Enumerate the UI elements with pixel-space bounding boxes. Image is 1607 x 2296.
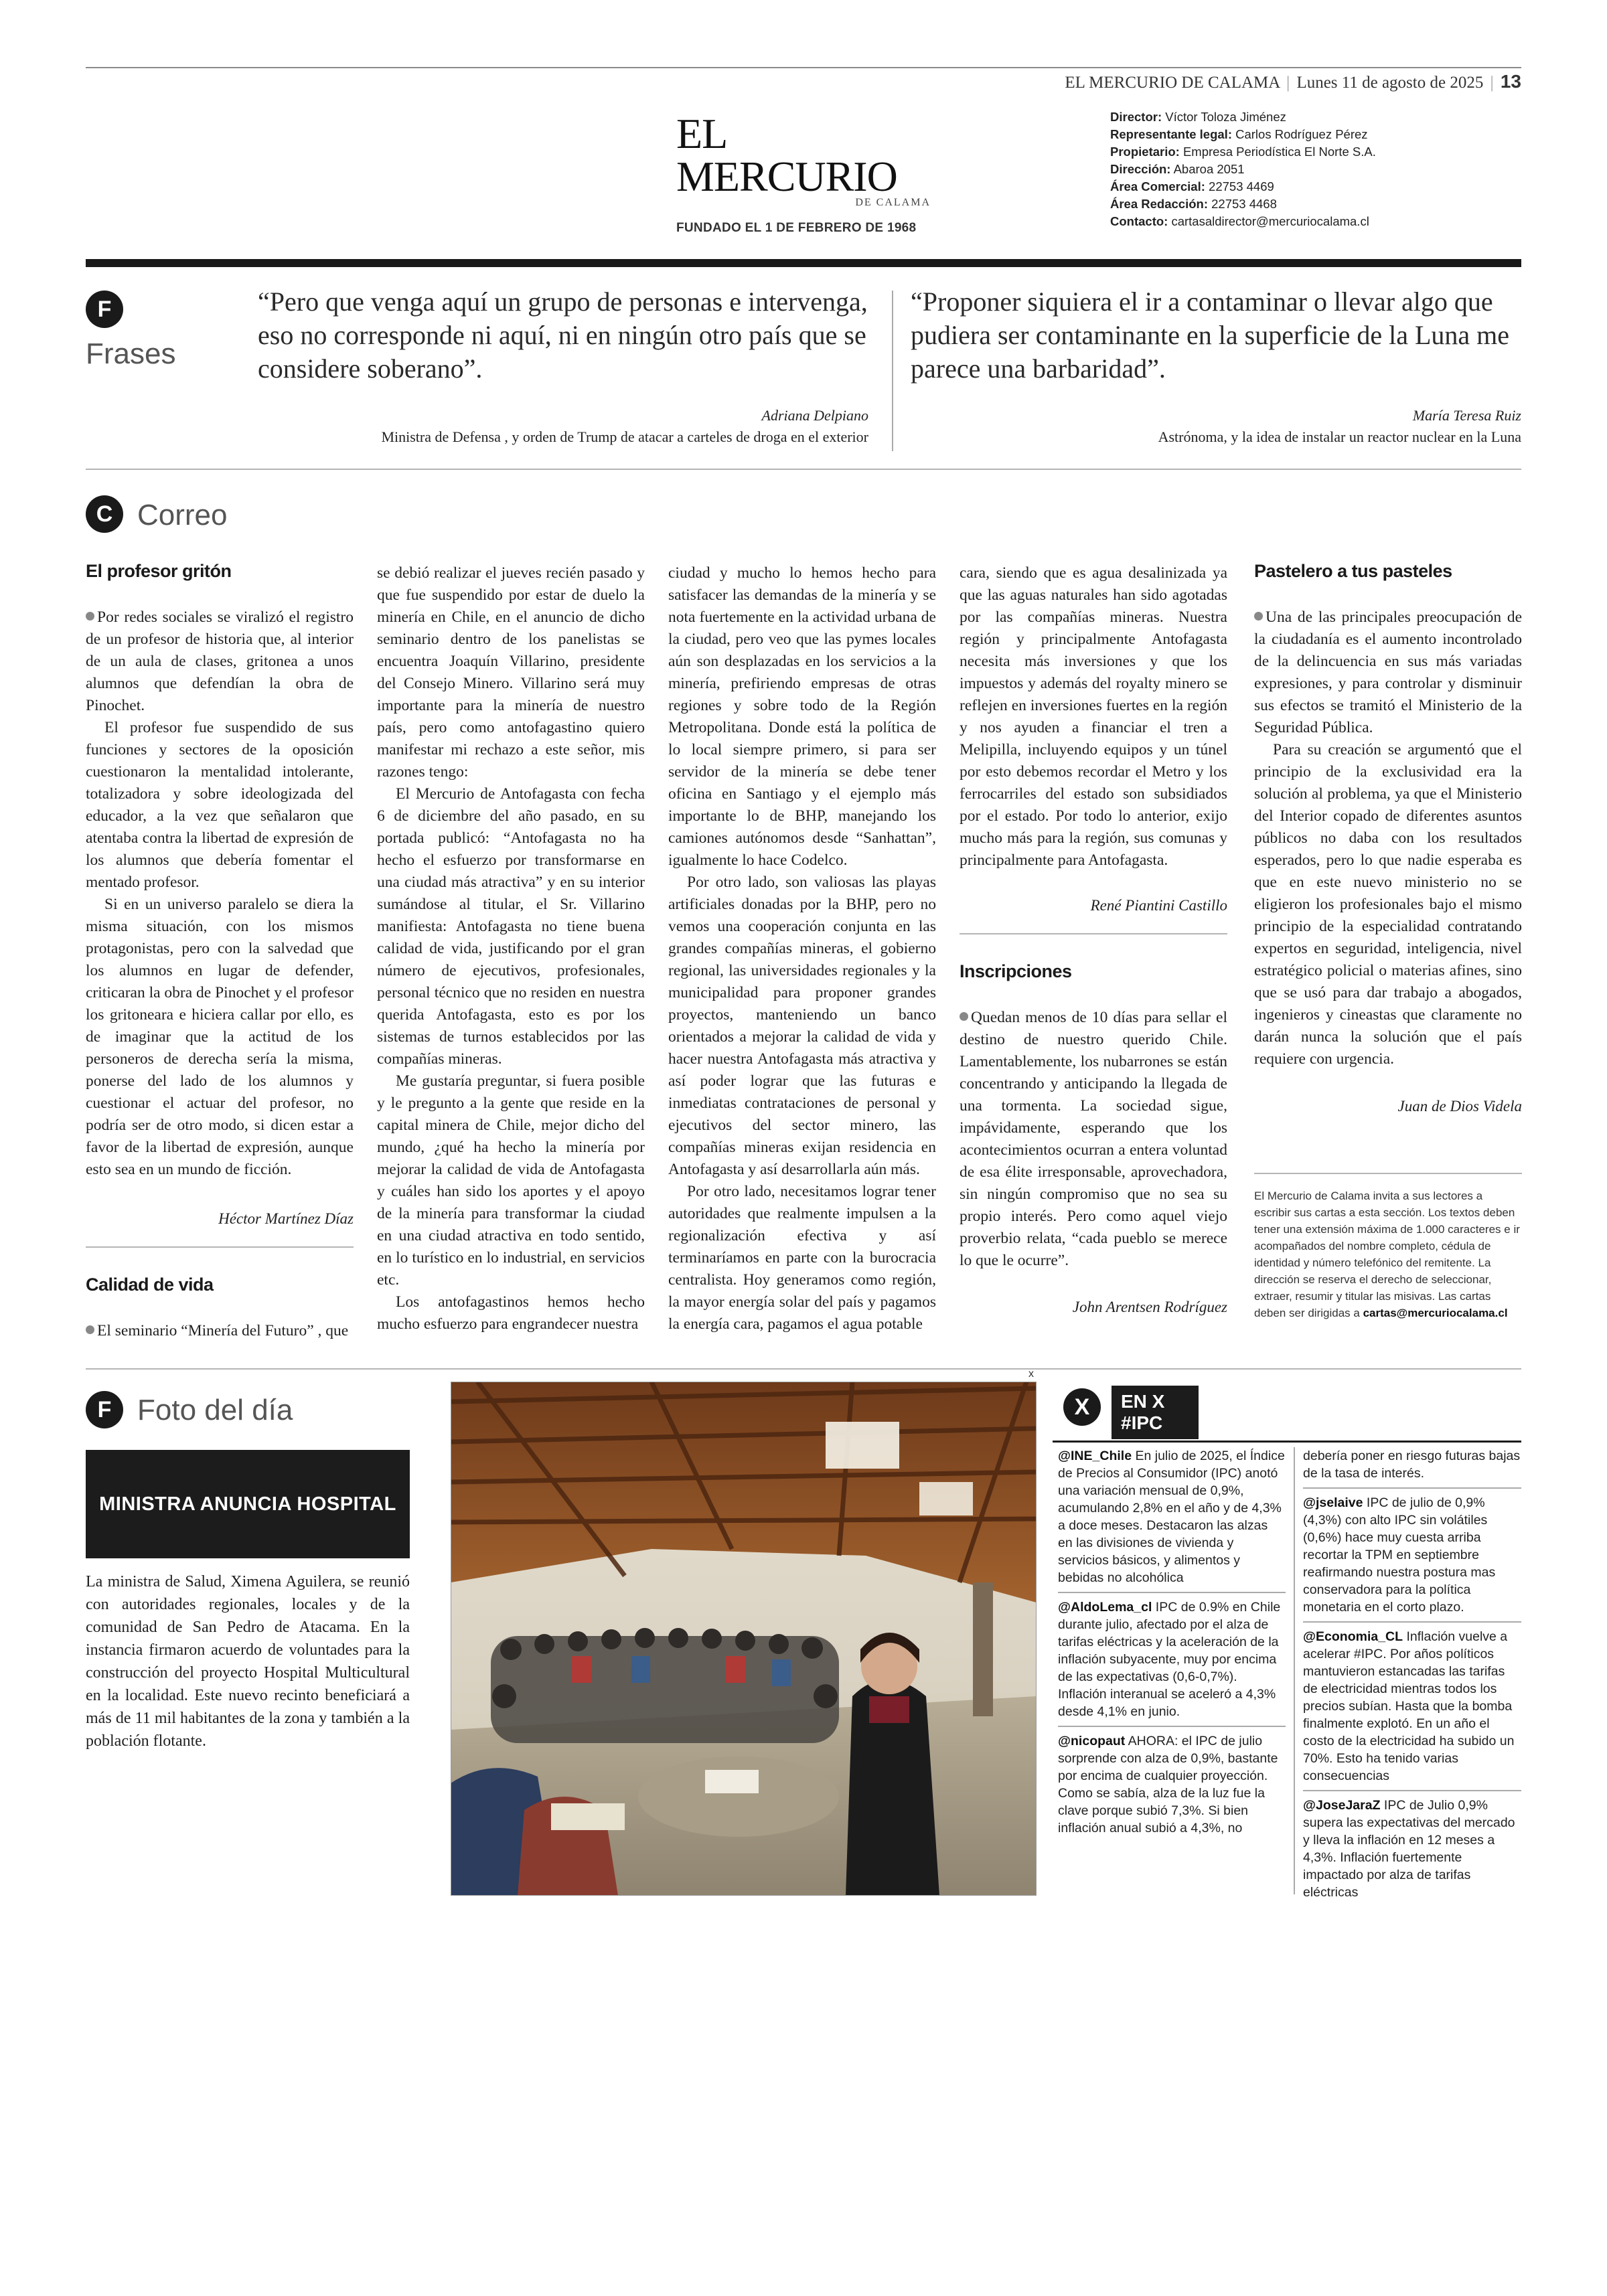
page-number: 13 xyxy=(1500,71,1521,92)
correo-title: Correo xyxy=(137,499,228,531)
bullet-icon xyxy=(86,1325,94,1334)
quote-2: “Proponer siquiera el ir a contaminar o llevar algo que pudiera ser contaminante en la superficie de la Luna me parece una barbaridad”. xyxy=(911,286,1510,384)
paragraph: Para su creación se argumentó que el principio de la exclusividad era la solución al problema, ya que el Ministerio del Interior copado de diferentes asuntos públicos no daba con los resultados esperados, pero lo que nadie esperaba es que en este nuevo ministerio no se eligieron los profesionales bajo el mismo principio de la especialidad contratando expertos en seguridad, inteligencia, nivel estratégico policial o materias afines, sino que se usó para dar trabajo a abogados, ingenieros y cineastas que claramente no darán nunca la solución que el país requiere con urgencia. xyxy=(1254,741,1522,1068)
foto-headline-box: MINISTRA ANUNCIA HOSPITAL xyxy=(86,1450,410,1558)
paragraph: El seminario “Minería del Futuro” , que xyxy=(86,1320,354,1342)
quote-2-role: Astrónoma, y la idea de instalar un reactor nuclear en la Luna xyxy=(1158,428,1521,445)
tweet-continued: debería poner en riesgo futuras bajas de la tasa de interés. xyxy=(1303,1447,1521,1489)
tweet: @JoseJaraZ IPC de Julio 0,9% supera las expectativas del mercado y lleva la inflación en 12 meses a 4,3%. Inflación fuertemente impactado por alza de tarifas eléctricas xyxy=(1303,1798,1515,1900)
masthead-name: EL MERCURIO xyxy=(676,110,897,200)
folio-paper: EL MERCURIO DE CALAMA xyxy=(1065,74,1280,92)
staff-line: Dirección: Abaroa 2051 xyxy=(1110,162,1245,176)
frases-title: Frases xyxy=(86,337,176,370)
quote-2-author: María Teresa Ruiz xyxy=(1412,407,1521,424)
tweets-divider xyxy=(1294,1447,1295,1894)
letter2-signature: René Piantini Castillo xyxy=(1090,897,1227,914)
paragraph: ciudad y mucho lo hemos hecho para satisfacer las demandas de la minería y se nota fuertemente en la actividad urbana de la ciudad, pero veo que las pymes locales aún son desplazadas en los servicios a la minería, prefiriendo empresas de otras regiones y sobre todo de la Región Metropolitana. Donde está la política de lo local siempre primero, si para ser servidor de la minería se debe tener oficina en Santiago y el ejemplo más importante lo de BHP, manejando los camiones autónomos desde “Sanhattan”, igualmente lo hace Codelco. xyxy=(668,564,936,869)
tweet-handle[interactable]: @INE_Chile xyxy=(1058,1449,1132,1463)
meeting-photo xyxy=(451,1382,1037,1896)
letter1-body xyxy=(86,606,354,1181)
section-rule xyxy=(86,259,1521,267)
foto-caption: La ministra de Salud, Ximena Aguilera, se reunió con autoridades regionales, locales y de la comunidad de San Pedro de Atacama. En la instancia firmaron acuerdo de voluntades para la construcción del proyecto Hospital Multicultural en la localidad. Este nuevo recinto beneficiará a más de 11 mil habitantes de la zona y también a la población flotante. xyxy=(86,1573,410,1750)
bullet-icon xyxy=(1254,612,1263,621)
staff-line: Representante legal: Carlos Rodríguez Pérez xyxy=(1110,127,1368,141)
letter2-col3 xyxy=(668,562,936,1335)
folio: EL MERCURIO DE CALAMA | Lunes 11 de agosto de 2025 | 13 xyxy=(1065,71,1521,92)
letters-email[interactable]: cartas@mercuriocalama.cl xyxy=(1363,1307,1508,1319)
quote-divider xyxy=(892,291,893,451)
paragraph: Me gustaría preguntar, si fuera posible y le pregunto a la gente que reside en la capital minera de Chile, mejor dicho del mundo, ¿qué ha hecho la minería por mejorar la calidad de vida de Antofagasta y cuáles han sido los aportes y el apoyo de la minería para transformar la ciudad en una ciudad atractiva en todo sentido, en lo turístico en lo industrial, en servicios etc. xyxy=(377,1072,645,1289)
correo-badge: C xyxy=(86,495,123,533)
staff-line: Director: Víctor Toloza Jiménez xyxy=(1110,110,1286,124)
letter1-signature: Héctor Martínez Díaz xyxy=(218,1210,354,1227)
bullet-icon xyxy=(86,612,94,621)
paragraph: Por otro lado, son valiosas las playas artificiales donadas por la BHP, pero no vemos una cooperación conjunta en las grandes compañías mineras, el gobierno regional, las universidades regionales y la municipalidad para proponer grandes proyectos, manteniendo un banco orientados a mejorar la calidad de vida y hacer nuestra Antofagasta más atractiva y así poder lograr que las futuras e inmediatas contrataciones de personal y ejecutivos del sector minero, las compañías mineras exijan residencia en Antofagasta y así desarrollarla aún más. xyxy=(668,874,936,1178)
tweet: @nicopaut AHORA: el IPC de julio sorprende con alza de 0,9%, bastante por encima de cualquier proyección. Como se sabía, alza de la luz fue la clave porque subió 7,3%. Si bien inflación anual subió a 4,3%, no xyxy=(1058,1734,1278,1835)
staff-line: Área Redacción: 22753 4468 xyxy=(1110,197,1277,211)
tweets-right xyxy=(1303,1447,1521,1901)
tweet-handle[interactable]: @Economia_CL xyxy=(1303,1629,1403,1644)
staff-line: Área Comercial: 22753 4469 xyxy=(1110,179,1274,193)
paragraph: cara, siendo que es agua desalinizada ya que las aguas naturales han sido agotadas por las compañías mineras. Nuestra región y principalmente Antofagasta necesita más inversiones y que los impuestos y además del royalty minero se reflejen en inversiones fuertes en la región y nos ayuden a financiar el tren a Melipilla, incluyendo equipos y un túnel por esto debemos recordar el Metro y los ferrocarriles del estado son subsidiados por el estado. Por todo lo anterior, exijo mucho más para la región, sus comunas y principalmente para Antofagasta. xyxy=(960,564,1227,869)
enx-title-line2: #IPC xyxy=(1121,1412,1163,1433)
staff-line: Propietario: Empresa Periodística El Norte S.A. xyxy=(1110,145,1376,159)
letter3-signature: John Arentsen Rodríguez xyxy=(1072,1299,1227,1315)
staff-line: Contacto: cartasaldirector@mercuriocalama.cl xyxy=(1110,214,1369,228)
enx-title-line1: EN X xyxy=(1121,1391,1165,1412)
masthead-sub: DE CALAMA xyxy=(855,197,931,208)
tweet: @INE_Chile En julio de 2025, el Índice de Precios al Consumidor (IPC) anotó una variación mensual de 0,9%, acumulando 2,8% en el año y de 4,3% a doce meses. Destacaron las alzas en las divisiones de vivienda y servicios básicos, y alimentos y bebidas no alcohólica xyxy=(1058,1447,1286,1593)
quote-1-author: Adriana Delpiano xyxy=(761,407,868,424)
masthead-founded: FUNDADO EL 1 DE FEBRERO DE 1968 xyxy=(676,221,917,235)
enx-rule xyxy=(1053,1441,1521,1443)
tweet-handle[interactable]: @JoseJaraZ xyxy=(1303,1798,1381,1813)
letter2-col2 xyxy=(377,562,645,1335)
foto-title: Foto del día xyxy=(137,1394,293,1426)
letter4-signature: Juan de Dios Videla xyxy=(1397,1098,1522,1115)
paragraph: Una de las principales preocupación de la ciudadanía es el aumento incontrolado de la delincuencia en sus más variadas expresiones, y para controlar y disminuir sus efectos se tramitó el Ministerio de la Seguridad Pública. xyxy=(1254,608,1522,736)
letter2-body-start xyxy=(86,1320,354,1342)
tweets-left xyxy=(1058,1447,1286,1837)
staff-box xyxy=(1110,108,1485,230)
letter-separator xyxy=(86,1246,354,1248)
tweet-handle[interactable]: @jselaive xyxy=(1303,1495,1363,1510)
header-rule xyxy=(86,67,1521,68)
meeting-photo-illustration xyxy=(451,1382,1037,1896)
bullet-icon xyxy=(960,1012,968,1021)
quote-1: “Pero que venga aquí un grupo de personas e intervenga, eso no corresponde ni aquí, ni en ningún otro país que se considere soberano”. xyxy=(258,286,868,384)
paragraph: El Mercurio de Antofagasta con fecha 6 de diciembre del año pasado, en su portada publicó: “Antofagasta no ha hecho el esfuerzo por transformarse en una ciudad más atractiva” y en su interior sumándose al titular, el Sr. Villarino manifiesta: Antofagasta no tiene buena calidad de vida, justificando por el gran número de ejecutivos, profesionales, personal técnico que no residen en nuestra querida Antofagasta, esto es por los sistemas de turnos establecidos por las compañías mineras. xyxy=(377,785,645,1068)
letter3-headline: Inscripciones xyxy=(960,961,1072,981)
enx-title xyxy=(1112,1386,1199,1439)
tweet: @jselaive IPC de julio de 0,9% (4,3%) con alto IPC sin volátiles (0,6%) hace muy cuesta arriba recortar la TPM en septiembre reafirmando nuestra postura mas conservadora para la política monetaria en el corto plazo. xyxy=(1303,1489,1521,1623)
letter1-headline: El profesor gritón xyxy=(86,561,232,581)
paragraph: se debió realizar el jueves recién pasado y que fue suspendido por estar de duelo la minería en Chile, en el anuncio de dicho seminario dentro de los panelistas se encuentra Joaquín Villarino, presidente del Consejo Minero. Villarino será muy importante para la minería de nuestro país, pero como antofagastino quiero manifestar mi rechazo a este señor, mis razones tengo: xyxy=(377,564,645,781)
foto-badge: F xyxy=(86,1391,123,1428)
letters-note: El Mercurio de Calama invita a sus lectores a escribir sus cartas a esta sección. Los textos deben tener una extensión máxima de 1.000 caracteres e ir acompañados del nombre completo, cédula de identidad y número telefónico del remitente. La dirección se reserva el derecho de seleccionar, extraer, resumir y titular las misivas. Las cartas deben ser dirigidas a cartas@mercuriocalama.cl xyxy=(1254,1190,1520,1319)
tweet-handle[interactable]: @nicopaut xyxy=(1058,1734,1126,1748)
paragraph: Por redes sociales se viralizó el registro de un profesor de historia que, al interior de un aula de clases, gritonea a unos alumnos que defendían la obra de Pinochet. xyxy=(86,608,354,714)
paragraph: Quedan menos de 10 días para sellar el destino de nuestro querido Chile. Lamentablemente, los nubarrones se están concentrando y anticipando la llegada de una tormenta. La sociedad sigue, impávidamente, esperando que los acontecimientos ocurran a entera voluntad de esa élite irresponsable, aprovechadora, sin ningún compromiso que no sea su propio interés. Pero como aquel viejo proverbio relata, “cada pueblo se merece lo que le ocurre”. xyxy=(960,1009,1227,1269)
paragraph: El profesor fue suspendido de sus funciones y sectores de la oposición cuestionaron la mentalidad intolerante, totalizadora y sobre ideologizada del educador, a la vez que señalaron que atentaba contra la libertad de expresión de los alumnos que debería fomentar el mentado profesor. xyxy=(86,719,354,891)
tweet: @AldoLema_cl IPC de 0.9% en Chile durante julio, afectado por el alza de tarifas eléctricas y la aceleración de la inflación subyacente, muy por encima de las expectativas (0,6-0,7%). Inflación interanual se aceleró a 4,3% desde 4,1% en junio. xyxy=(1058,1593,1286,1727)
photo-mark: x xyxy=(1028,1368,1034,1380)
tweet-handle[interactable]: @AldoLema_cl xyxy=(1058,1600,1152,1615)
correo-bottom-rule xyxy=(86,1368,1521,1370)
quote-1-role: Ministra de Defensa , y orden de Trump de atacar a carteles de droga en el exterior xyxy=(381,428,868,445)
letter2-headline: Calidad de vida xyxy=(86,1275,214,1295)
letter3-body xyxy=(960,1007,1227,1272)
paragraph: Los antofagastinos hemos hecho mucho esfuerzo para engrandecer nuestra xyxy=(377,1293,645,1333)
frases-badge: F xyxy=(86,291,123,328)
letter4-body xyxy=(1254,606,1522,1070)
paragraph: Si en un universo paralelo se diera la misma situación, con los mismos protagonistas, pero con la salvedad que los alumnos en lugar de defender, criticaran la obra de Pinochet y el profesor los gritoneara e hiciera callar por ello, es de imaginar que la actitud de los personeros de derecha sería la misma, ponerse del lado de los alumnos y cuestionar el actuar del profesor, no podría ser de otro modo, si dicen estar a favor de la libertad de expresión, aunque esto sea en un mundo de ficción. xyxy=(86,896,354,1178)
note-separator xyxy=(1254,1173,1522,1174)
letter2-col4 xyxy=(960,562,1227,872)
letter4-headline: Pastelero a tus pasteles xyxy=(1254,561,1452,581)
frases-bottom-rule xyxy=(86,469,1521,470)
letter-separator xyxy=(960,933,1227,934)
paragraph: Por otro lado, necesitamos lograr tener autoridades que realmente impulsen a la regionalización efectiva y así terminaríamos en parte con la burocracia centralista. Hoy generamos como región, la mayor energía solar del país y pagamos la energía cara, pagamos el agua potable xyxy=(668,1183,936,1333)
tweet: @Economia_CL Inflación vuelve a acelerar #IPC. Por años políticos mantuvieron estancadas las tarifas de electricidad mientras todos los precios subían. Hasta que la bomba finalmente explotó. En un año el costo de la electricidad ha subido un 70%. Esto ha tenido varias consecuencias xyxy=(1303,1623,1521,1791)
folio-date: Lunes 11 de agosto de 2025 xyxy=(1296,74,1484,92)
x-logo-icon: X xyxy=(1063,1388,1101,1426)
masthead xyxy=(676,112,931,236)
